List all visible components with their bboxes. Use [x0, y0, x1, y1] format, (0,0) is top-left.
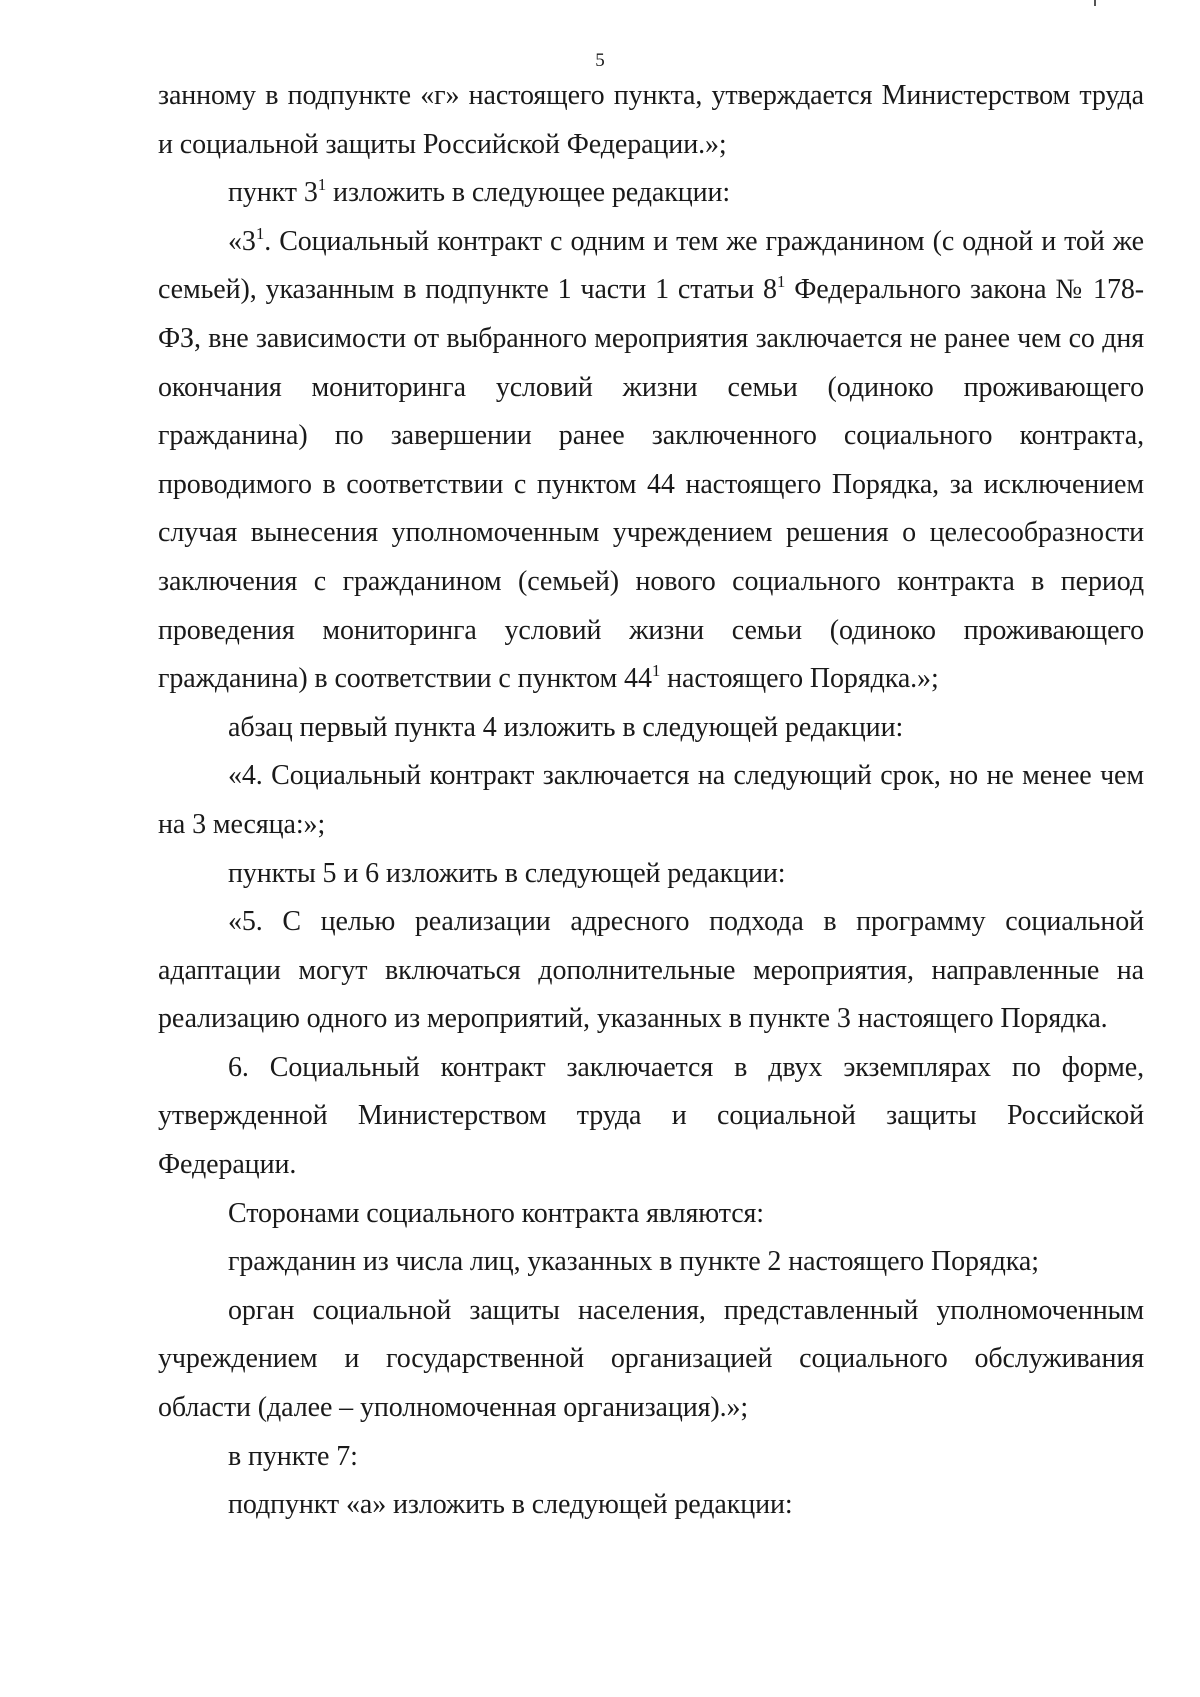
paragraph [158, 704, 1144, 753]
paragraph-text: занному в подпункте «г» настоящего пункта, утверждается Министерством труда и социальной защиты Российской Федерации.»; [158, 80, 1144, 160]
paragraph-text: Федерального закона № 178-ФЗ, вне зависимости от выбранного мероприятия заключается не ранее чем со дня окончания мониторинга условий жизни семьи (одиноко проживающего гражданина) по завершении ранее заключенного социального контракта, проводимого в соответствии с пунктом 44 настоящего Порядка, за исключением случая вынесения уполномоченным учреждением решения о целесообразности заключения с гражданином (семьей) нового социального контракта в период проведения мониторинга условий жизни семьи (одиноко проживающего гражданина) в соответствии с пунктом 44 [158, 274, 1144, 695]
paragraph-text: пункт 3 [228, 177, 318, 209]
paragraph [158, 752, 1144, 849]
paragraph [158, 1044, 1144, 1190]
superscript: 1 [776, 272, 786, 292]
paragraph [158, 850, 1144, 899]
paragraph [158, 72, 1144, 169]
document-body [158, 72, 1144, 1530]
paragraph [158, 1238, 1144, 1287]
paragraph-text: изложить в следующее редакции: [326, 177, 731, 209]
paragraph-text: пункты 5 и 6 изложить в следующей редакции: [228, 857, 786, 889]
paragraph-text: гражданин из числа лиц, указанных в пункте 2 настоящего Порядка; [228, 1246, 1039, 1278]
superscript: 1 [317, 175, 327, 195]
paragraph-text: орган социальной защиты населения, представленный уполномоченным учреждением и государственной организацией социального обслуживания области (далее – уполномоченная организация).»; [158, 1294, 1144, 1424]
paragraph [158, 218, 1144, 704]
paragraph [158, 1287, 1144, 1433]
paragraph-text: Сторонами социального контракта являются: [228, 1197, 764, 1229]
paragraph-text: 6. Социальный контракт заключается в двух экземплярах по форме, утвержденной Министерством труда и социальной защиты Российской Федерации. [158, 1051, 1144, 1181]
superscript: 1 [651, 661, 661, 681]
page-number: 5 [595, 50, 605, 71]
paragraph [158, 1190, 1144, 1239]
paragraph-text: «3 [228, 225, 256, 257]
paragraph [158, 898, 1144, 1044]
paragraph-text: в пункте 7: [228, 1440, 358, 1472]
paragraph-text: . Социальный контракт с одним и тем же гражданином (с одной и той же семьей), указанным в подпункте 1 части 1 статьи 8 [158, 225, 1144, 306]
scan-mark [1094, 0, 1096, 6]
paragraph [158, 1481, 1144, 1530]
paragraph-text: настоящего Порядка.»; [660, 663, 939, 695]
paragraph-text: подпункт «а» изложить в следующей редакции: [228, 1489, 793, 1521]
paragraph-text: «5. С целью реализации адресного подхода в программу социальной адаптации могут включаться дополнительные мероприятия, направленные на реализацию одного из мероприятий, указанных в пункте 3 настоящего Порядка. [158, 906, 1144, 1035]
paragraph [158, 169, 1144, 218]
paragraph-text: «4. Социальный контракт заключается на следующий срок, но не менее чем на 3 месяца:»; [158, 760, 1144, 840]
superscript: 1 [255, 223, 265, 243]
paragraph [158, 1433, 1144, 1482]
paragraph-text: абзац первый пункта 4 изложить в следующей редакции: [228, 711, 904, 743]
